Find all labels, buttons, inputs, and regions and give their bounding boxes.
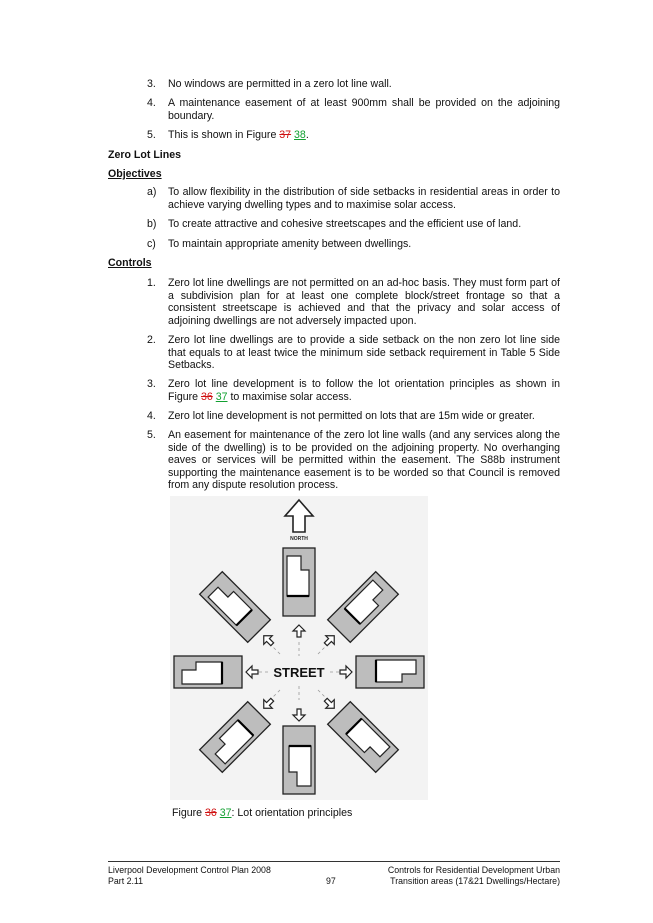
- list-number: 1.: [147, 277, 156, 289]
- list-item-text: To maintain appropriate amenity between dwellings.: [168, 238, 412, 250]
- list-number: 2.: [147, 334, 156, 346]
- list-item-text: This is shown in Figure 37 38.: [168, 129, 309, 141]
- controls-heading: Controls: [108, 257, 152, 269]
- section-title: Zero Lot Lines: [108, 149, 181, 161]
- list-item-text: To create attractive and cohesive streetscapes and the efficient use of land.: [168, 218, 522, 230]
- list-number: 4.: [147, 97, 156, 109]
- list-number: 3.: [147, 378, 156, 390]
- list-item-text: Zero lot line development is to follow the lot orientation principles as shown in Figure 36 37 to maximise solar access.: [168, 378, 560, 403]
- list-number: c): [147, 238, 156, 250]
- figure-caption: Figure 36 37: Lot orientation principles: [172, 807, 353, 819]
- deleted-revision: 37: [279, 129, 292, 141]
- lot-southeast: [328, 702, 399, 773]
- lot-east: [356, 656, 424, 688]
- list-number: 5.: [147, 129, 156, 141]
- lot-orientation-figure: [170, 496, 428, 800]
- list-number: b): [147, 218, 157, 230]
- footer-right: [388, 865, 560, 886]
- list-number: 5.: [147, 429, 156, 441]
- lot-southwest: [200, 702, 271, 773]
- footer-section-title: Controls for Residential Development Urban: [387, 865, 560, 875]
- list-number: a): [147, 186, 157, 198]
- footer-part: Part 2.11: [108, 875, 144, 886]
- page-number: 97: [326, 876, 336, 886]
- objectives-heading: Objectives: [108, 168, 162, 180]
- footer-divider: [108, 861, 560, 862]
- lot-west: [174, 656, 242, 688]
- footer-left: [108, 865, 271, 886]
- list-item-text: Zero lot line dwellings are to provide a side setback on the non zero lot line side that equals to at least twice the minimum side setback requirement in Table 5 Side Setbacks.: [168, 334, 560, 372]
- list-item-text: No windows are permitted in a zero lot line wall.: [168, 78, 392, 90]
- lot-north: [283, 548, 315, 616]
- inserted-revision: 38: [294, 129, 306, 141]
- footer-section-subtitle: Transition areas (17&21 Dwellings/Hectare): [390, 875, 560, 886]
- list-item-text: A maintenance easement of at least 900mm shall be provided on the adjoining boundary.: [168, 97, 560, 122]
- deleted-revision: 36: [204, 807, 217, 819]
- north-label: NORTH: [290, 536, 308, 542]
- lot-northeast: [328, 572, 399, 643]
- footer-plan-title: Liverpool Development Control Plan 2008: [108, 865, 271, 875]
- lot-northwest: [200, 572, 271, 643]
- inserted-revision: 37: [219, 807, 232, 819]
- lot-south: [283, 726, 315, 794]
- list-item-text: Zero lot line dwellings are not permitted on an ad-hoc basis. They must form part of a subdivision plan for at least one complete block/street frontage so that a consistent streetscape is achieved and that the privacy and solar access of adjoining dwellings are not adversely impacted upon.: [168, 277, 560, 327]
- list-item-text: To allow flexibility in the distribution of side setbacks in residential areas in order to achieve varying dwelling types and to maximise solar access.: [168, 186, 560, 211]
- list-number: 3.: [147, 78, 156, 90]
- inserted-revision: 37: [215, 390, 228, 403]
- list-item-text: An easement for maintenance of the zero lot line walls (and any services along the side of the dwelling) is to be provided on the adjoining property. No overhanging eaves or services will be permitted within the easement. The S88b instrument supporting the maintenance easement is to be worded so that Council is removed from any dispute resolution process.: [168, 429, 560, 492]
- list-number: 4.: [147, 410, 156, 422]
- list-item-text: Zero lot line development is not permitted on lots that are 15m wide or greater.: [168, 410, 535, 422]
- deleted-revision: 36: [200, 390, 213, 403]
- north-arrow-icon: [285, 500, 313, 532]
- street-label: STREET: [273, 665, 325, 680]
